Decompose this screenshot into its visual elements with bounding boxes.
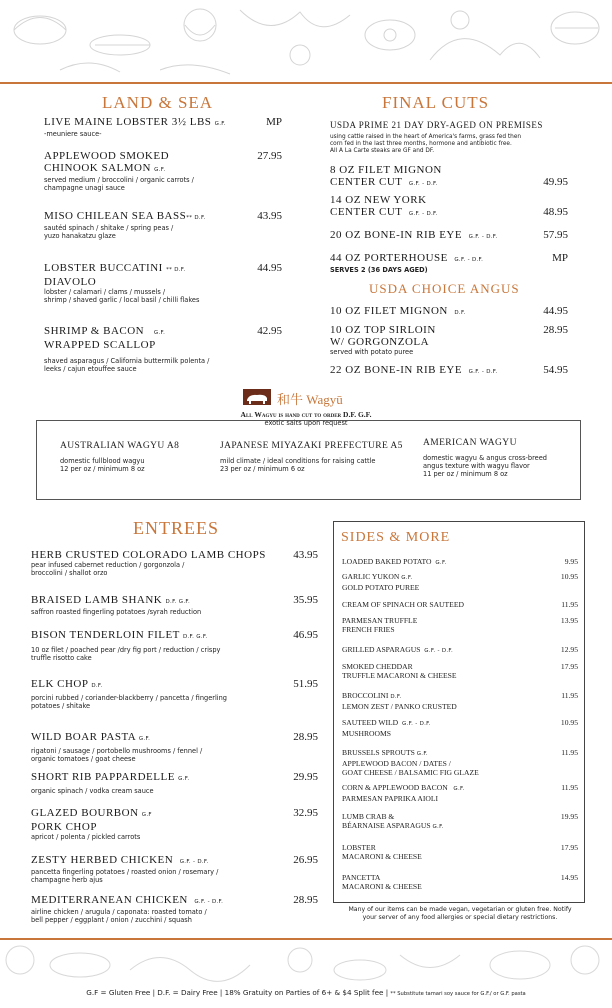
side-name: GRILLED ASPARAGUS: [342, 645, 421, 654]
side-item: [342, 557, 447, 568]
item-desc: lobster / calamari / clams / mussels /: [44, 288, 166, 296]
side-price: 9.95: [564, 557, 578, 566]
item-desc: porcini rubbed / coriander-blackberry / pancetta / fingerling: [31, 694, 227, 702]
menu-item: [31, 678, 286, 710]
side-item: [342, 572, 419, 592]
item-name: APPLEWOOD SMOKED: [44, 150, 170, 162]
dietary-tag: G.F.: [435, 560, 447, 566]
side-item: [342, 645, 453, 656]
dietary-tag: G.F.: [178, 776, 190, 782]
menu-item: [44, 116, 259, 138]
item-desc-line2: champagne herb ajus: [31, 876, 103, 884]
prime-desc-line3: All A La Carte steaks are GF and DF.: [330, 148, 435, 154]
side-name: SAUTEED WILD: [342, 718, 399, 727]
item-desc: apricot / polenta / pickled carrots: [31, 833, 141, 841]
side-price: 17.95: [560, 843, 578, 852]
item-price: 43.95: [293, 549, 318, 561]
item-price: 44.95: [257, 262, 282, 274]
item-name: MISO CHILEAN SEA BASS: [44, 210, 187, 222]
item-name-line2: CHINOOK SALMON: [44, 162, 151, 174]
dietary-tag: G.F. - D.F.: [179, 859, 209, 865]
dietary-tag: D.F. G.F.: [182, 634, 208, 640]
wagyu-title: [277, 389, 343, 408]
item-price: 48.95: [543, 206, 568, 218]
menu-item: [330, 229, 530, 243]
dietary-tag: D.F.: [454, 310, 466, 316]
side-name: LOBSTER: [342, 843, 376, 852]
side-name-line2: MACARONI & CHEESE: [342, 852, 422, 861]
item-desc: pancetta fingerling potatoes / roasted onion / rosemary /: [31, 868, 219, 876]
menu-item: [330, 164, 530, 190]
item-price: 49.95: [543, 176, 568, 188]
side-item: [342, 873, 422, 891]
dietary-note-line2: your server of any food allergies or special dietary restrictions.: [362, 913, 558, 921]
item-desc: saffron roasted fingerling potatoes /syrah reduction: [31, 608, 202, 616]
item-price: 42.95: [257, 325, 282, 337]
menu-item: [31, 594, 286, 616]
side-name: CORN & APPLEWOOD BACON: [342, 783, 448, 792]
side-item: [342, 783, 465, 803]
wagyu-logo-icon: [243, 389, 271, 405]
item-desc: sautéd spinach / shitake / spring peas /: [44, 224, 174, 232]
side-price: 11.95: [561, 600, 578, 609]
side-name-line2: BÉARNAISE ASPARAGUS: [342, 821, 431, 830]
side-name: BRUSSELS SPROUTS: [342, 748, 415, 757]
wagyu-title-text: Wagyū: [306, 392, 343, 407]
dietary-tag: ** D.F.: [186, 215, 206, 221]
dietary-note-line1: Many of our items can be made vegan, vegetarian or gluten free. Notify: [348, 906, 572, 913]
menu-item: [44, 150, 259, 192]
item-desc: 10 oz filet / poached pear /dry fig port / reduction / crispy: [31, 646, 221, 654]
item-desc-line2: truffle risotto cake: [31, 654, 92, 662]
dietary-tag: G.F.: [138, 736, 151, 742]
item-price: 28.95: [543, 324, 568, 336]
item-name: LIVE MAINE LOBSTER 3½ LBS: [44, 116, 212, 128]
item-price: 27.95: [257, 150, 282, 162]
item-name: 10 OZ TOP SIRLOIN: [330, 324, 436, 336]
side-name-line2: APPLEWOOD BACON / DATES /: [342, 759, 451, 768]
menu-item: [31, 807, 286, 841]
item-desc-line2: broccolini / shallot orzo: [31, 569, 108, 577]
wagyu-item-desc: mild climate / ideal conditions for raising cattle: [220, 457, 376, 465]
side-price: 19.95: [560, 812, 578, 821]
side-item: [342, 812, 444, 832]
dietary-tag: G.F: [141, 812, 152, 818]
side-price: 11.95: [561, 748, 578, 757]
item-desc-line2: shrimp / shaved garlic / local basil / chilli flakes: [44, 296, 200, 304]
item-name: ZESTY HERBED CHICKEN: [31, 854, 174, 866]
wagyu-item-desc: domestic wagyu & angus cross-breed: [423, 454, 547, 462]
dietary-tag: G.F.: [153, 330, 166, 336]
item-price: 29.95: [293, 771, 318, 783]
item-name: GLAZED BOURBON: [31, 807, 139, 819]
decorative-sketch-band-bottom: [0, 940, 612, 1008]
menu-item: [330, 194, 530, 220]
menu-item: [31, 771, 286, 795]
dietary-tag: G.F.: [154, 167, 166, 173]
item-desc: served with potato puree: [330, 348, 414, 356]
side-name: GARLIC YUKON: [342, 572, 400, 581]
item-price: 44.95: [543, 305, 568, 317]
angus-title: USDA CHOICE ANGUS: [369, 281, 520, 296]
item-name: HERB CRUSTED COLORADO LAMB CHOPS: [31, 549, 266, 561]
item-desc: pear infused cabernet reduction / gorgonzola /: [31, 561, 185, 569]
item-name: 44 OZ PORTERHOUSE: [330, 252, 448, 264]
item-name-line2: W/ GORGONZOLA: [330, 336, 430, 348]
menu-item: [330, 252, 530, 274]
item-name: 14 OZ NEW YORK: [330, 194, 427, 206]
side-name: PARMESAN TRUFFLE: [342, 616, 418, 625]
item-desc: airline chicken / arugula / caponata: roasted tomato /: [31, 908, 207, 916]
item-desc: SERVES 2 (36 DAYS AGED): [330, 266, 428, 274]
item-name: 10 OZ FILET MIGNON: [330, 305, 448, 317]
footer-text: G.F = Gluten Free | D.F. = Dairy Free | 18% Gratuity on Parties of 6+ & $4 Split fee |: [86, 988, 389, 997]
menu-item: [31, 629, 286, 662]
menu-item: [330, 324, 530, 356]
wagyu-item-name: JAPANESE MIYAZAKI PREFECTURE A5: [220, 441, 403, 451]
wagyu-item-name: AUSTRALIAN WAGYU A8: [60, 441, 180, 451]
side-name-line2: PARMESAN PAPRIKA AIOLI: [342, 794, 439, 803]
dietary-tag: G.F. - D.F.: [408, 181, 438, 187]
side-name-line2: FRENCH FRIES: [342, 625, 395, 634]
wagyu-item-desc-line2: 23 per oz / minimum 6 oz: [220, 465, 305, 473]
menu-item: [44, 210, 259, 240]
dietary-tag: G.F.: [214, 121, 226, 127]
side-item: [342, 662, 457, 680]
menu-item: [44, 262, 259, 304]
item-name-line2: WRAPPED SCALLOP: [44, 339, 156, 351]
item-price: 54.95: [543, 364, 568, 376]
dietary-tag: G.F. - D.F.: [408, 211, 438, 217]
side-price: 11.95: [561, 691, 578, 700]
side-name-line2: MACARONI & CHEESE: [342, 882, 422, 891]
dietary-tag: ** D.F.: [166, 267, 186, 273]
menu-item: [31, 894, 291, 924]
side-price: 11.95: [561, 783, 578, 792]
wagyu-item-desc-line2: 12 per oz / minimum 8 oz: [60, 465, 145, 473]
dietary-tag: D.F.: [390, 694, 402, 700]
wagyu-item-desc: domestic fullblood wagyu: [60, 457, 145, 465]
prime-desc-line2: corn fed in the last three months, hormone and antibiotic free.: [330, 141, 512, 147]
item-name: BRAISED LAMB SHANK: [31, 594, 163, 606]
dietary-tag: G.F.: [432, 824, 444, 830]
item-name: 22 OZ BONE-IN RIB EYE: [330, 364, 463, 376]
menu-item: [330, 364, 530, 378]
dietary-tag: G.F. - D.F.: [454, 257, 484, 263]
dietary-tag: G.F. - D.F.: [401, 721, 431, 727]
item-price: 28.95: [293, 894, 318, 906]
side-name: PANCETTA: [342, 873, 381, 882]
dietary-tag: G.F.: [401, 575, 413, 581]
item-desc: -meuniere sauce-: [44, 130, 102, 138]
dietary-tag: G.F. - D.F.: [424, 648, 454, 654]
item-price: MP: [266, 116, 282, 128]
dietary-tag: G.F. - D.F.: [468, 369, 498, 375]
item-desc-line2: bell pepper / eggplant / onion / zucchini / squash: [31, 916, 192, 924]
item-desc-line2: leeks / cajun etouffee sauce: [44, 365, 137, 373]
item-desc: served medium / broccolini / organic carrots /: [44, 176, 194, 184]
side-price: 17.95: [560, 662, 578, 671]
side-name: LUMB CRAB &: [342, 812, 395, 821]
dietary-tag: D.F. G.F.: [165, 599, 190, 605]
item-name: 8 OZ FILET MIGNON: [330, 164, 442, 176]
item-desc-line2: potatoes / shitake: [31, 702, 91, 710]
item-name-line2: CENTER CUT: [330, 176, 403, 188]
side-name-line2: TRUFFLE MACARONI & CHEESE: [342, 671, 457, 680]
decorative-sketch-band-top: [0, 0, 612, 82]
menu-item: [31, 731, 286, 763]
side-item: [342, 691, 457, 711]
item-name-line2: PORK CHOP: [31, 821, 97, 833]
side-item: [342, 748, 479, 777]
top-rule: [0, 82, 612, 84]
wagyu-item-desc-line3: 11 per oz / minimum 8 oz: [423, 470, 508, 478]
side-item: [342, 616, 417, 634]
item-price: 57.95: [543, 229, 568, 241]
side-item: [342, 718, 431, 738]
item-desc-line2: organic tomatoes / goat cheese: [31, 755, 136, 763]
menu-item: [44, 325, 259, 373]
wagyu-subtitle-line2: exotic salts upon request: [264, 419, 348, 427]
item-name-line2: CENTER CUT: [330, 206, 403, 218]
side-price: 14.95: [560, 873, 578, 882]
side-price: 10.95: [560, 718, 578, 727]
side-name: BROCCOLINI: [342, 691, 389, 700]
dietary-tag: D.F.: [91, 683, 103, 689]
item-price: 46.95: [293, 629, 318, 641]
prime-title: USDA PRIME 21 DAY DRY-AGED ON PREMISES: [330, 120, 543, 130]
dietary-tag: G.F.: [416, 751, 428, 757]
item-price: 32.95: [293, 807, 318, 819]
item-price: 51.95: [293, 678, 318, 690]
item-price: MP: [552, 252, 568, 264]
wagyu-item-name: AMERICAN WAGYU: [423, 438, 517, 448]
item-name: SHRIMP & BACON: [44, 325, 145, 337]
side-name-line2: LEMON ZEST / PANKO CRUSTED: [342, 702, 457, 711]
item-price: 35.95: [293, 594, 318, 606]
land-sea-title: LAND & SEA: [102, 93, 214, 112]
footer-small: ** Substitute tamari soy sauce for G.F./ or G.F. pasta: [390, 991, 526, 997]
entrees-title: ENTREES: [133, 518, 219, 538]
side-item: [342, 600, 464, 609]
dietary-tag: G.F. - D.F.: [194, 899, 224, 905]
side-name: SMOKED CHEDDAR: [342, 662, 413, 671]
side-name-line3: GOAT CHEESE / BALSAMIC FIG GLAZE: [342, 768, 479, 777]
item-name: MEDITERRANEAN CHICKEN: [31, 894, 188, 906]
side-price: 10.95: [560, 572, 578, 581]
side-name: LOADED BAKED POTATO: [342, 557, 432, 566]
item-price: 43.95: [257, 210, 282, 222]
side-name-line2: GOLD POTATO PUREE: [342, 583, 420, 592]
item-name: WILD BOAR PASTA: [31, 731, 136, 743]
item-name: BISON TENDERLOIN FILET: [31, 629, 180, 641]
item-desc-line2: champagne unagi sauce: [44, 184, 125, 192]
wagyu-kanji: 和牛: [277, 392, 304, 407]
footer-legend: [0, 988, 612, 997]
sides-title: SIDES & MORE: [341, 530, 451, 545]
prime-desc: using cattle raised in the heart of America's farms, grass fed then: [330, 134, 522, 140]
prime-header: [330, 119, 580, 155]
wagyu-item-desc-line2: angus texture with wagyu flavor: [423, 462, 530, 470]
menu-item: [330, 305, 530, 319]
item-desc: shaved asparagus / California buttermilk polenta /: [44, 357, 210, 365]
wagyu-subtitle: All Wagyu is hand cut to order D.F. G.F.: [240, 410, 372, 419]
side-item: [342, 843, 422, 861]
item-desc: rigatoni / sausage / portobello mushrooms / fennel /: [31, 747, 203, 755]
side-price: 12.95: [560, 645, 578, 654]
item-name: LOBSTER BUCCATINI: [44, 262, 163, 274]
side-price: 13.95: [560, 616, 578, 625]
item-price: 26.95: [293, 854, 318, 866]
item-name: ELK CHOP: [31, 678, 89, 690]
dietary-tag: G.F.: [453, 786, 465, 792]
dietary-note: [330, 906, 590, 921]
side-name: CREAM OF SPINACH OR SAUTEED: [342, 600, 464, 609]
item-desc: organic spinach / vodka cream sauce: [31, 787, 154, 795]
item-name-line2: DIAVOLO: [44, 276, 97, 288]
item-name: 20 OZ BONE-IN RIB EYE: [330, 229, 463, 241]
menu-item: [31, 854, 286, 884]
item-price: 28.95: [293, 731, 318, 743]
item-name: SHORT RIB PAPPARDELLE: [31, 771, 175, 783]
side-name-line2: MUSHROOMS: [342, 729, 391, 738]
item-desc-line2: yuzo hanakatzu glaze: [44, 232, 116, 240]
menu-item: [31, 549, 286, 577]
dietary-tag: G.F. - D.F.: [468, 234, 498, 240]
final-cuts-title: FINAL CUTS: [382, 93, 490, 112]
